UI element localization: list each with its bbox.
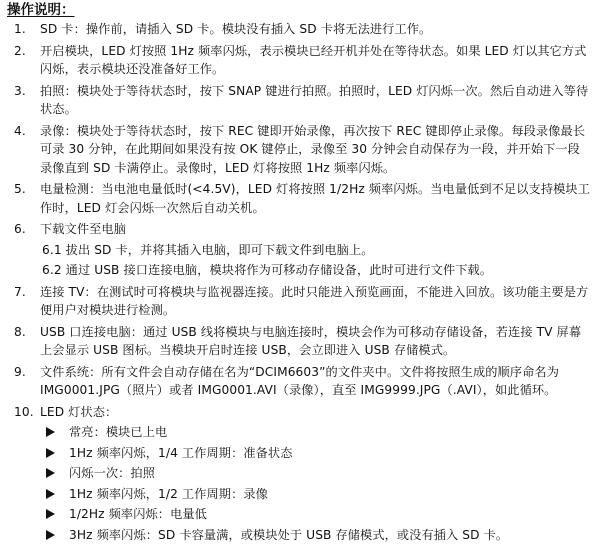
list-item-8 [0,323,600,360]
list-item-2 [0,42,600,79]
bullet-text: 常亮：模块已上电 [69,423,167,442]
arrow-bullet-icon [46,468,55,478]
list-item-1 [0,20,600,39]
list-item-4 [0,122,600,178]
led-state-bullet [40,526,590,544]
item-text: USB 口连接电脑：通过 USB 线将模块与电脑连接时，模块会作为可移动存储设备，若连接 TV 屏幕上会显示 USB 图标。当模块开启时连接 USB，会立即进入 USB 存储模式。 [40,325,581,358]
item-text: 拍照：模块处于等待状态时，按下 SNAP 键进行拍照。拍照时，LED 灯闪烁一次。然后自动进入等待状态。 [40,84,588,117]
item-text: SD 卡：操作前，请插入 SD 卡。模块没有插入 SD 卡将无法进行工作。 [40,22,431,36]
bullet-text: 3Hz 频率闪烁：SD 卡容量满，或模块处于 USB 存储模式，或没有插入 SD 卡。 [69,526,508,544]
item-number: 9. [14,363,26,382]
item-text: 电量检测：当电池电量低时(<4.5V)，LED 灯将按照 1/2Hz 频率闪烁。当电量低到不足以支持模块工作时，LED 灯会闪烁一次然后自动关机。 [40,182,590,215]
item-number: 6. [14,220,26,239]
page-title: 操作说明： [7,1,75,20]
led-state-bullet [40,423,590,442]
list-item-7 [0,283,600,320]
arrow-bullet-icon [46,427,55,437]
instruction-list [0,20,600,544]
led-state-bullet [40,505,590,524]
sub-item-6-2: 6.2 通过 USB 接口连接电脑，模块将作为可移动存储设备，此时可进行文件下载。 [40,261,590,280]
item-number: 3. [14,82,26,101]
led-state-bullet [40,464,590,483]
list-item-5 [0,180,600,217]
item-text: 录像：模块处于等待状态时，按下 REC 键即开始录像，再次按下 REC 键即停止录像。每段录像最长可录 30 分钟，在此期间如果没有按 OK 键停止，录像至 30 分钟会自动保存为一段，并开始下一段录像直到 SD 卡满停止。录像时，LED 灯将按照 1Hz 频率闪烁。 [40,124,585,175]
item-number: 8. [14,323,26,342]
led-state-bullet [40,444,590,463]
item-number: 7. [14,283,26,302]
item-text: 连接 TV：在测试时可将模块与监视器连接。此时只能进入预览画面，不能进入回放。该功能主要是方便用户对模块进行检测。 [40,285,588,318]
led-state-bullet [40,485,590,504]
item-text: 开启模块，LED 灯按照 1Hz 频率闪烁，表示模块已经开机并处在等待状态。如果 LED 灯以其它方式闪烁，表示模块还没准备好工作。 [40,44,586,77]
arrow-bullet-icon [46,448,55,458]
item-number: 2. [14,42,26,61]
list-item-10 [0,403,600,544]
item-text: 文件系统：所有文件会自动存储在名为“DCIM6603”的文件夹中。文件将按照生成的顺序命名为 IMG0001.JPG（照片）或者 IMG0001.AVI（录像），直至 IMG9999.JPG（.AVI），如此循环。 [40,365,559,398]
list-item-9 [0,363,600,400]
arrow-bullet-icon [46,509,55,519]
item-text: LED 灯状态： [40,405,117,419]
item-number: 5. [14,180,26,199]
bullet-text: 闪烁一次：拍照 [69,464,155,483]
item-number: 4. [14,122,26,141]
arrow-bullet-icon [46,489,55,499]
list-item-3 [0,82,600,119]
bullet-text: 1Hz 频率闪烁，1/4 工作周期：准备状态 [69,444,293,463]
sub-item-6-1: 6.1 拔出 SD 卡，并将其插入电脑，即可下载文件到电脑上。 [40,241,590,260]
bullet-text: 1Hz 频率闪烁，1/2 工作周期：录像 [69,485,268,504]
item-number: 1. [14,20,26,39]
item-number: 10. [14,403,34,422]
item-text: 下载文件至电脑 [40,222,126,236]
bullet-text: 1/2Hz 频率闪烁：电量低 [69,505,207,524]
arrow-bullet-icon [46,530,55,540]
list-item-6 [0,220,600,280]
